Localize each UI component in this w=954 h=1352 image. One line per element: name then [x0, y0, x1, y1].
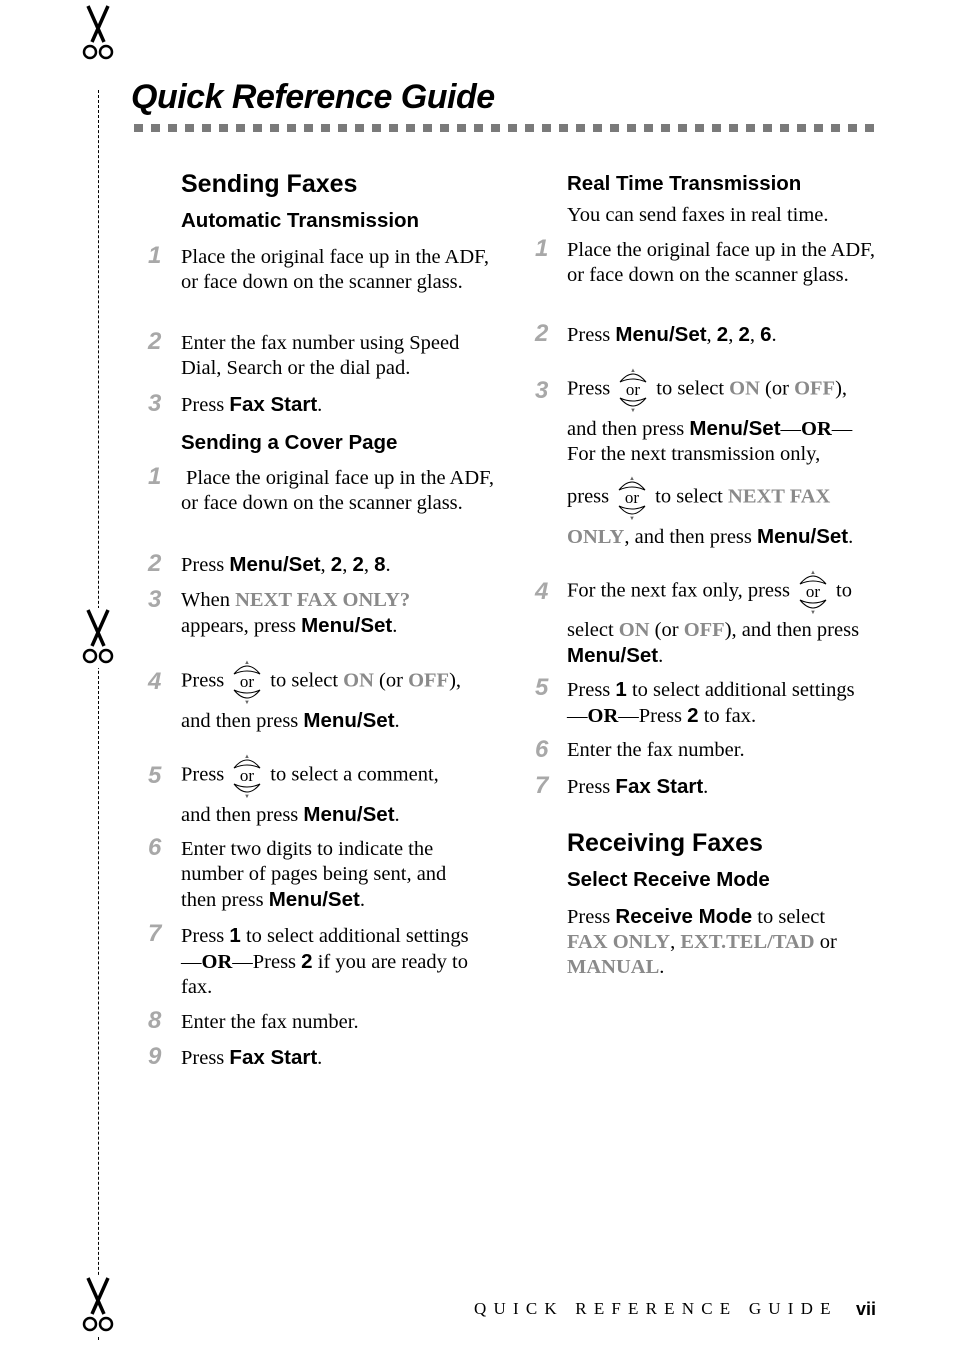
svg-text:▼: ▼: [630, 408, 637, 414]
step-number: 7: [148, 920, 162, 947]
step-text: Place the original face up in the ADF, or face down on the scanner glass.: [181, 246, 490, 293]
step-number: 7: [535, 772, 549, 799]
step-number: 2: [535, 320, 549, 347]
step-text: Press Fax Start.: [181, 1046, 323, 1069]
svg-text:▼: ▼: [810, 610, 816, 616]
step-text: When NEXT FAX ONLY? appears, press Menu/Set.: [181, 589, 411, 637]
step-number: 5: [535, 674, 549, 701]
svg-text:or: or: [625, 488, 640, 507]
running-footer: QUICK REFERENCE GUIDE: [474, 1299, 838, 1318]
svg-text:or: or: [240, 672, 255, 691]
step-number: 3: [148, 390, 162, 417]
step-text: Press Menu/Set, 2, 2, 6.: [567, 323, 777, 346]
navigation-key-icon: [616, 364, 650, 416]
step-text: Press ▲ ▼ or to select a comment, and then press Menu/Set.: [181, 750, 501, 828]
heading-receiving-faxes: Receiving Faxes: [567, 829, 763, 857]
step-number: 1: [148, 463, 162, 490]
svg-text:▲: ▲: [810, 570, 816, 576]
fax-start-key: Fax Start: [229, 393, 318, 416]
scissors-icon: [78, 608, 118, 668]
step-text: Press ▲ ▼ or to select ON (or OFF), and then press Menu/Set.: [181, 656, 501, 734]
step-text: Enter the fax number using Speed Dial, Search or the dial pad.: [181, 332, 460, 379]
svg-text:▼: ▼: [629, 516, 636, 522]
step-text: Press 1 to select additional settings —OR—Press 2 to fax.: [567, 678, 855, 727]
svg-text:▲: ▲: [244, 754, 251, 760]
step-number: 1: [535, 235, 549, 262]
heading-cover-page: Sending a Cover Page: [181, 431, 398, 454]
step-text: For the next fax only, press ▲ ▼ or to select ON (or OFF), and then press Menu/Set.: [567, 566, 887, 669]
step-number: 3: [535, 377, 549, 404]
scissors-icon: [78, 1276, 118, 1336]
intro-text: You can send faxes in real time.: [567, 204, 829, 226]
step-number: 6: [148, 834, 162, 861]
svg-text:▲: ▲: [244, 660, 251, 666]
step-number: 2: [148, 550, 162, 577]
svg-text:▼: ▼: [244, 700, 251, 706]
navigation-key-icon: [230, 656, 264, 708]
page-number: vii: [856, 1299, 877, 1319]
step-text-continued: press ▲ ▼ or to select NEXT FAX ONLY, and then press Menu/Set.: [567, 472, 887, 550]
step-number: 9: [148, 1043, 162, 1070]
receive-mode-text: Press Receive Mode to select FAX ONLY, EXT.TEL/TAD or MANUAL.: [567, 905, 837, 978]
step-text: Place the original face up in the ADF, or face down on the scanner glass.: [567, 239, 876, 286]
step-number: 4: [535, 578, 549, 605]
svg-text:▲: ▲: [630, 368, 637, 374]
navigation-key-icon: [615, 472, 649, 524]
step-text: Enter the fax number.: [181, 1011, 359, 1033]
step-number: 2: [148, 328, 162, 355]
navigation-key-icon: [230, 750, 264, 802]
step-text: Press 1 to select additional settings —OR—Press 2 if you are ready to fax.: [181, 924, 469, 998]
scissors-icon: [78, 4, 118, 64]
heading-sending-faxes: Sending Faxes: [181, 170, 358, 198]
step-number: 3: [148, 586, 162, 613]
svg-text:▼: ▼: [244, 794, 251, 800]
svg-text:or: or: [240, 766, 255, 785]
step-text: Place the original face up in the ADF, or face down on the scanner glass.: [181, 467, 495, 514]
step-number: 1: [148, 242, 162, 269]
svg-text:▲: ▲: [629, 476, 636, 482]
step-text: Enter the fax number.: [567, 739, 745, 761]
heading-automatic-transmission: Automatic Transmission: [181, 209, 420, 232]
step-text: Press Fax Start.: [181, 393, 323, 416]
heading-select-receive-mode: Select Receive Mode: [567, 868, 770, 891]
step-number: 8: [148, 1007, 162, 1034]
step-text: Enter two digits to indicate the number of pages being sent, and then press Menu/Set.: [181, 838, 447, 911]
step-text: Press Fax Start.: [567, 775, 709, 798]
heading-real-time-transmission: Real Time Transmission: [567, 172, 802, 195]
page-title: Quick Reference Guide: [131, 78, 495, 116]
cut-line: [98, 90, 99, 1340]
step-number: 6: [535, 736, 549, 763]
svg-text:or: or: [626, 380, 641, 399]
step-number: 4: [148, 668, 162, 695]
svg-text:or: or: [805, 582, 821, 601]
step-text: Press ▲ ▼ or to select ON (or OFF), and then press Menu/Set—OR— For the next transmission only,: [567, 364, 887, 467]
navigation-key-icon: [796, 566, 830, 618]
step-text: Press Menu/Set, 2, 2, 8.: [181, 553, 391, 576]
step-number: 5: [148, 762, 162, 789]
title-rule: [134, 124, 874, 132]
